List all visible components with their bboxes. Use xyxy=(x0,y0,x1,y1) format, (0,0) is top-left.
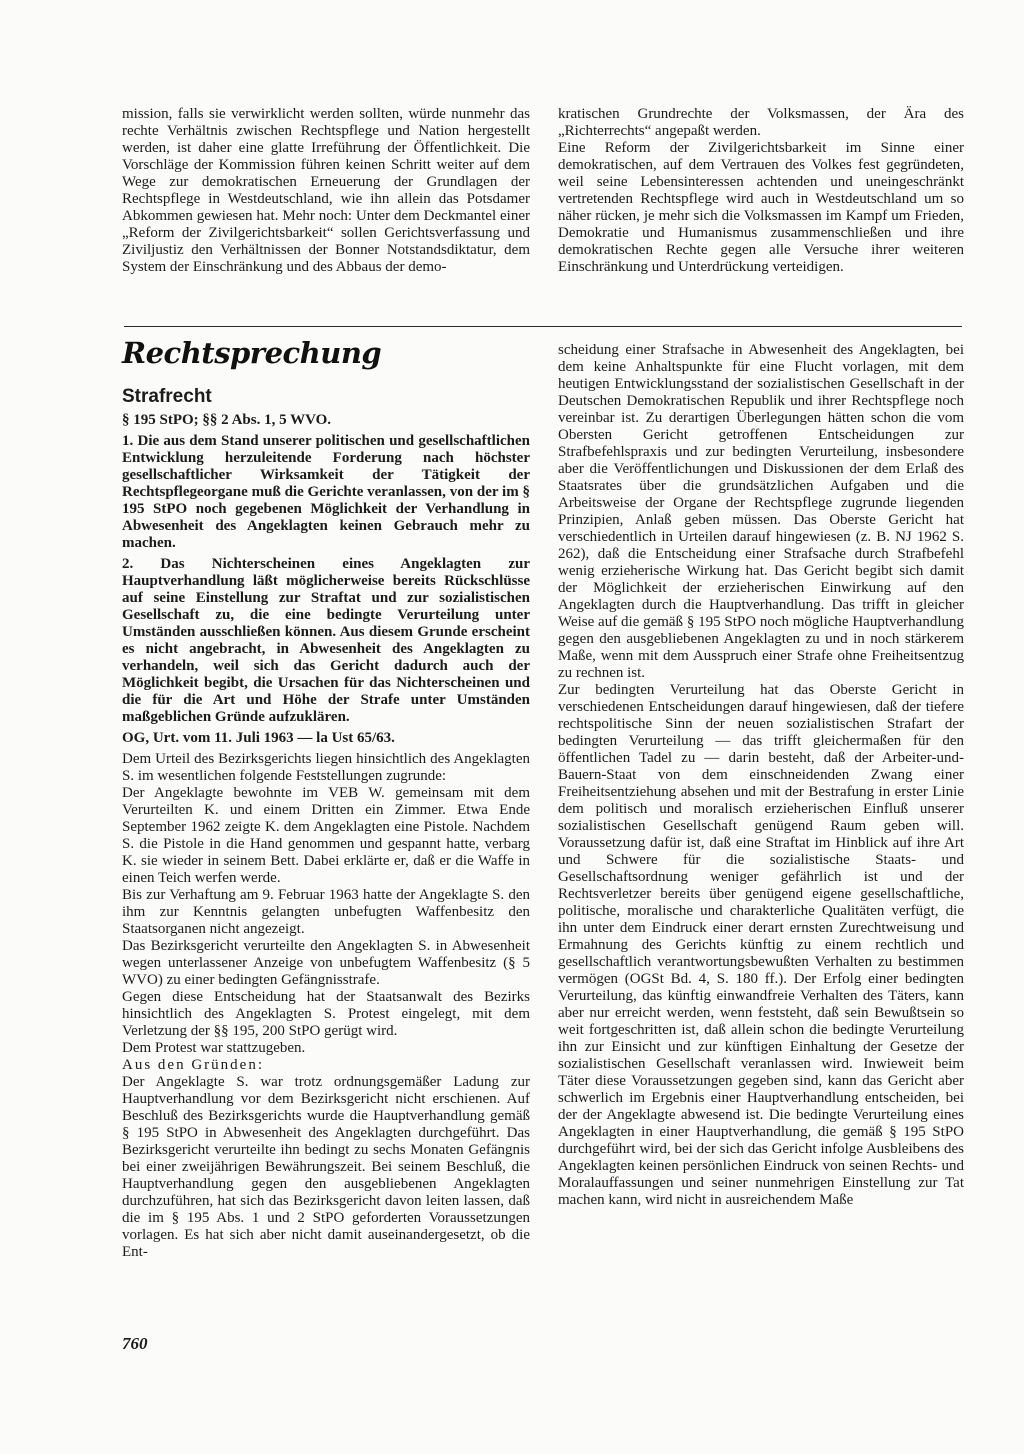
section-title: Rechtsprechung xyxy=(122,336,382,370)
top-left-paragraph: mission, falls sie verwirklicht werden sollten, würde nunmehr das rechte Verhältnis zwischen Rechtspflege und Nation hergestellt werden, ist daher eine glatte Irreführung der Öffentlichkeit. Die Vorschläge der Kommission führen keinen Schritt weiter auf dem Wege zur demokratischen Erneuerung der Grundlagen der Rechtspflege in Westdeutschland, wie ihn allein das Potsdamer Abkommen gewiesen hat. Mehr noch: Unter dem Deckmantel einer „Reform der Zivilgerichtsbarkeit“ sollen Gerichtsverfassung und Ziviljustiz den Verhältnissen der Bonner Notstandsdiktatur, dem System der Einschränkung und des Abbaus der demo- xyxy=(122,106,530,275)
facts-paragraph: Gegen diese Entscheidung hat der Staatsanwalt des Bezirks hinsichtlich des Angeklagten S. Protest eingelegt, mit dem Verletzung der §§ 195, 200 StPO gerügt wird. xyxy=(122,989,530,1039)
holding-2: 2. Das Nichterscheinen eines Angeklagten zur Hauptverhandlung läßt möglicherweise bereits Rückschlüsse auf seine Einstellung zur Straftat und zur sozialistischen Gesellschaft zu, die eine bedingte Verurteilung unter Umständen ausschließen können. Aus diesem Grunde erscheint es nicht angebracht, in Abwesenheit des Angeklagten zu verhandeln, weil sich das Gericht dadurch auch der Möglichkeit begibt, die Ursachen für das Nichterscheinen und die für die Art und Höhe der Strafe unter Umständen maßgeblichen Gründe aufzuklären. xyxy=(122,556,530,725)
top-right-paragraph-1: kratischen Grundrechte der Volksmassen, der Ära des „Richterrechts“ angepaßt werden. xyxy=(558,106,964,139)
left-body-column xyxy=(122,386,530,1261)
facts-paragraph: Das Bezirksgericht verurteilte den Angeklagten S. in Abwesenheit wegen unterlassener Anzeige von unbefugtem Waffenbesitz (§ 5 WVO) zu einer bedingten Gefängnisstrafe. xyxy=(122,938,530,988)
facts-paragraph: Dem Urteil des Bezirksgerichts liegen hinsichtlich des Angeklagten S. im wesentlichen folgende Feststellungen zugrunde: xyxy=(122,751,530,784)
facts-paragraph: Dem Protest war stattzugeben. xyxy=(122,1040,306,1056)
section-divider xyxy=(124,326,962,327)
reasons-paragraph: Der Angeklagte S. war trotz ordnungsgemäßer Ladung zur Hauptverhandlung vor dem Bezirksgericht nicht erschienen. Auf Beschluß des Bezirksgerichts wurde die Hauptverhandlung gemäß § 195 StPO in Abwesenheit des Angeklagten durchgeführt. Das Bezirksgericht verurteilte ihn bedingt zu sechs Monaten Gefängnis bei einer zweijährigen Bewährungszeit. Bei seinem Beschluß, die Hauptverhandlung gegen den ausgebliebenen Angeklagten durchzuführen, hat sich das Bezirksgericht davon leiten lassen, daß die im § 195 Abs. 1 und 2 StPO geforderten Voraussetzungen vorlagen. Es hat sich aber nicht damit auseinandergesetzt, ob die Ent- xyxy=(122,1074,530,1260)
section-subtitle: Strafrecht xyxy=(122,386,212,407)
top-right-column xyxy=(558,106,964,276)
right-body-paragraph-2: Zur bedingten Verurteilung hat das Oberste Gericht in verschiedenen Entscheidungen darauf hingewiesen, daß der tiefere rechtspolitische Sinn der neuen sozialistischen Strafart der bedingten Verurteilung — das trifft gleichermaßen für den öffentlichen Tadel zu — darin besteht, daß der Arbeiter-und-Bauern-Staat von dem einschneidenden Zwang einer Freiheitsentziehung absehen und mit der Bestrafung in erster Linie dem politisch und moralisch erzieherischen Einfluß unserer sozialistischen Gesellschaft genügend Raum geben will. Voraussetzung dafür ist, daß eine Straftat im Hinblick auf ihre Art und Schwere für die sozialistische Staats- und Gesellschaftsordnung weniger gefährlich ist und der Rechtsverletzer bereits über genügend eigene gesellschaftliche, politische, moralische und charakterliche Qualitäten verfügt, die ihn unter dem Eindruck einer derart ernsten Zurechtweisung und Ermahnung des Gerichts künftig zu einem rechtlich und gesellschaftlich verantwortungsbewußten Verhalten zu bestimmen vermögen (OGSt Bd. 4, S. 180 ff.). Der Erfolg einer bedingten Verurteilung, das künftig einwandfreie Verhalten des Täters, kann aber nur erreicht werden, wenn feststeht, daß sein Bewußtsein so weit fortgeschritten ist, daß allein schon die bedingte Verurteilung ihn zur Einsicht und zur künftigen Einhaltung der Gesetze der sozialistischen Gesellschaft veranlassen wird. Inwieweit beim Täter diese Voraussetzungen gegeben sind, kann das Gericht aber schwerlich im Ergebnis einer Hauptverhandlung entscheiden, bei der der Angeklagte abwesend ist. Die bedingte Verurteilung eines Angeklagten in einer Hauptverhandlung, die gemäß § 195 StPO durchgeführt wird, bei der sich das Gericht infolge Ausbleibens des Angeklagten keinen persönlichen Eindruck von seinen Rechts- und Moralauffassungen und seiner nunmehrigen Einstellung zur Tat machen kann, wird nicht in ausreichendem Maße xyxy=(558,682,964,1208)
facts-paragraph: Bis zur Verhaftung am 9. Februar 1963 hatte der Angeklagte S. den ihm zur Kenntnis gelangten unbefugten Waffenbesitz den Staatsorganen nicht angezeigt. xyxy=(122,887,530,937)
top-left-column xyxy=(122,106,530,276)
legal-references: § 195 StPO; §§ 2 Abs. 1, 5 WVO. xyxy=(122,412,332,428)
reasons-heading: Aus den Gründen: xyxy=(122,1057,264,1073)
right-body-paragraph-1: scheidung einer Strafsache in Abwesenheit des Angeklagten, bei dem keine Anhaltspunkte für eine Flucht vorlagen, mit dem heutigen Entwicklungsstand der sozialistischen Gesellschaft in der Deutschen Demokratischen Republik und ihrer Rechtspflege noch vereinbar ist. Zu derartigen Überlegungen hätten schon die vom Obersten Gericht getroffenen Entscheidungen zur Strafbefehlspraxis und zur bedingten Verurteilung, insbesondere aber die Veröffentlichungen und Diskussionen der dem Erlaß des Staatsrates über die grundsätzlichen Aufgaben und die Arbeitsweise der Organe der Rechtspflege zugrunde liegenden Prinzipien, Anlaß geben müssen. Das Oberste Gericht hat verschiedentlich in Urteilen darauf hingewiesen (z. B. NJ 1962 S. 262), daß die Entscheidung einer Strafsache durch Strafbefehl wenig erzieherische Wirkung hat. Das Gericht begibt sich damit der Möglichkeit der erzieherischen Einwirkung auf den Angeklagten durch die Hauptverhandlung. Das trifft in gleicher Weise auf die gemäß § 195 StPO noch mögliche Hauptverhandlung gegen den ausgebliebenen Angeklagten zu und in noch stärkerem Maße, wenn mit dem Ausspruch einer Strafe ohne Freiheitsentzug zu rechnen ist. xyxy=(558,342,964,681)
right-body-column xyxy=(558,342,964,1209)
page-number: 760 xyxy=(122,1334,148,1353)
holding-1: 1. Die aus dem Stand unserer politischen und gesellschaftlichen Entwicklung herzuleitende Forderung nach höchster gesellschaftlicher Wirksamkeit der Tätigkeit der Rechtspflegeorgane muß die Gerichte veranlassen, von der im § 195 StPO noch gegebenen Möglichkeit der Verhandlung in Abwesenheit des Angeklagten keinen Gebrauch mehr zu machen. xyxy=(122,433,530,551)
facts-paragraph: Der Angeklagte bewohnte im VEB W. gemeinsam mit dem Verurteilten K. und einem Dritten ein Zimmer. Etwa Ende September 1962 zeigte K. dem Angeklagten eine Pistole. Nachdem S. die Pistole in die Hand genommen und gespannt hatte, verbarg K. sie wieder in seinem Bett. Dabei erklärte er, daß er die Waffe in einen Teich werfen werde. xyxy=(122,785,530,886)
decision-citation: OG, Urt. vom 11. Juli 1963 — la Ust 65/63. xyxy=(122,730,395,746)
top-right-paragraph-2: Eine Reform der Zivilgerichtsbarkeit im Sinne einer demokratischen, auf dem Vertrauen des Volkes fest gegründeten, weil seine Lebensinteressen achtenden und uneingeschränkt vertretenden Rechtspflege wird auch in Westdeutschland um so näher rücken, je mehr sich die Volksmassen im Kampf um Frieden, Demokratie und Humanismus zusammenschließen und ihre demokratischen Rechte gegen alle Versuche ihrer weiteren Einschränkung und Unterdrückung verteidigen. xyxy=(558,140,964,275)
